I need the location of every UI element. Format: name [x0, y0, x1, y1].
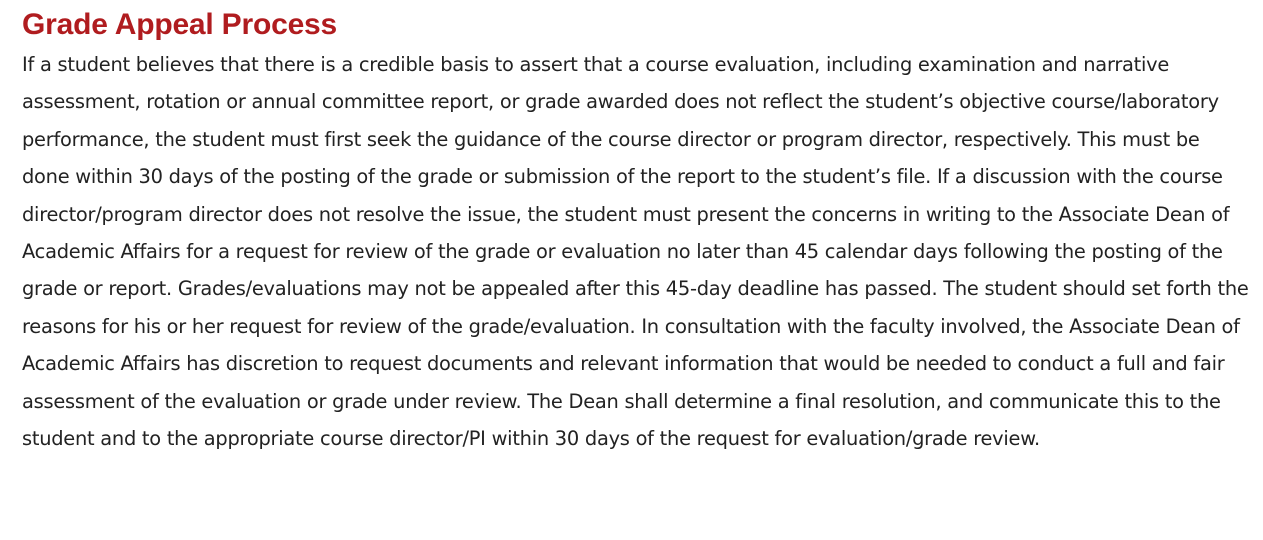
section-title: Grade Appeal Process: [22, 8, 338, 41]
section-paragraph: If a student believes that there is a credible basis to assert that a course evaluation, including examination and narrative assessment, rotation or annual committee report, or grade awarded does not reflect the student’s objective course/laboratory performance, the student must first seek the guidance of the course director or program director, respectively. This must be done within 30 days of the posting of the grade or submission of the report to the student’s file. If a discussion with the course director/program director does not resolve the issue, the student must present the concerns in writing to the Associate Dean of Academic Affairs for a request for review of the grade or evaluation no later than 45 calendar days following the posting of the grade or report. Grades/evaluations may not be appealed after this 45-day deadline has passed. The student should set forth the reasons for his or her request for review of the grade/evaluation. In consultation with the faculty involved, the Associate Dean of Academic Affairs has discretion to request documents and relevant information that would be needed to conduct a full and fair assessment of the evaluation or grade under review. The Dean shall determine a final resolution, and communicate this to the student and to the appropriate course director/PI within 30 days of the request for evaluation/grade review.: [22, 53, 1249, 451]
grade-appeal-section: [22, 6, 1252, 457]
